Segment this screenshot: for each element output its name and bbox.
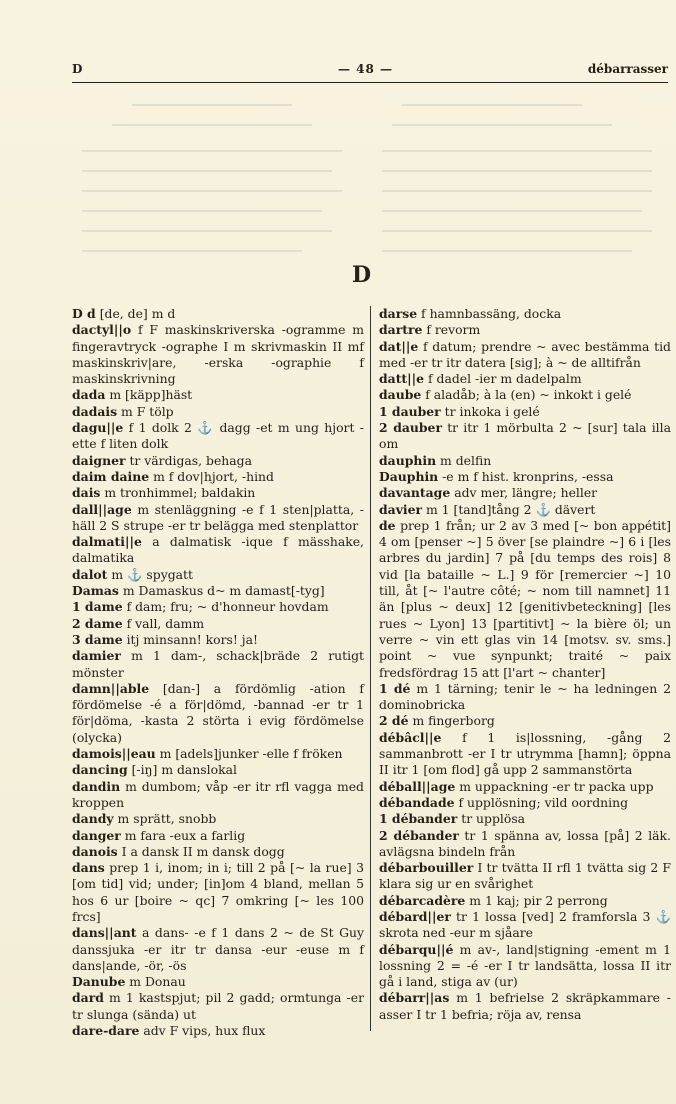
dictionary-entry (379, 681, 671, 714)
dictionary-entry (379, 404, 671, 420)
dictionary-entry (379, 779, 671, 795)
entry-definition: m delfin (440, 452, 492, 468)
entry-definition: m dumbom; våp -er itr rfl vagga med kroppen (72, 778, 364, 810)
entry-definition: m 1 kastspjut; pil 2 gadd; ormtunga -er tr slunga (sända) ut (72, 990, 364, 1022)
dictionary-entry (379, 909, 671, 942)
entry-headword: déball||age (379, 778, 456, 794)
entry-definition: m Damaskus d~ m damast[-tyg] (122, 583, 325, 599)
entry-definition: m [adels]junker -elle f fröken (159, 746, 343, 762)
entry-definition: f dadel -ier m dadelpalm (428, 371, 582, 387)
entry-headword: dartre (379, 322, 423, 338)
entry-headword: Damas (72, 583, 119, 599)
dictionary-entry (72, 632, 364, 648)
dictionary-entry (379, 339, 671, 372)
dictionary-entry (379, 322, 671, 338)
entry-headword: datt||e (379, 371, 425, 387)
entry-definition: m Donau (129, 974, 186, 990)
entry-definition: tr inkoka i gelé (444, 403, 540, 419)
dictionary-entry (72, 811, 364, 827)
entry-definition: f vall, damm (126, 615, 205, 631)
dictionary-entry (72, 1023, 364, 1039)
entry-definition: [de, de] m d (99, 306, 176, 321)
entry-definition: I a dansk II m dansk dogg (121, 843, 285, 859)
entry-definition: m stenläggning -e f 1 sten|platta, -häll 2 S strupe -er tr belägga med stenplattor (72, 501, 364, 533)
entry-headword: dat||e (379, 338, 419, 354)
entry-definition: f hamnbassäng, docka (421, 306, 562, 321)
dictionary-entry (379, 811, 671, 827)
entry-headword: danger (72, 827, 121, 843)
entry-headword: dare-dare (72, 1023, 140, 1039)
dictionary-entry (72, 925, 364, 974)
entry-headword: 2 débander (379, 827, 459, 843)
dictionary-entry (72, 762, 364, 778)
entry-definition: adv mer, längre; heller (454, 485, 598, 501)
entry-headword: débarbouiller (379, 860, 474, 876)
dictionary-entry (72, 485, 364, 501)
entry-definition: -e m f hist. kronprins, -essa (442, 468, 614, 484)
entry-definition: f datum; prendre ~ avec bestämma tid med -er tr itr datera [sig]; à ~ de alltifrån (379, 338, 671, 370)
entry-headword: dauphin (379, 452, 437, 468)
entry-headword: damois||eau (72, 746, 156, 762)
entry-definition: tr itr 1 mörbulta 2 ~ [sur] tala illa om (379, 420, 671, 452)
entry-headword: 1 dauber (379, 403, 441, 419)
dictionary-entry (72, 567, 364, 583)
entry-headword: davier (379, 501, 423, 517)
dictionary-entry (379, 828, 671, 861)
entry-definition: m av-, land|stigning -ement m 1 lossning 2 = -é -er I tr landsätta, lossa II itr gå i land, stiga av (ur) (379, 941, 671, 990)
header-rule (72, 82, 668, 83)
entry-headword: 2 dame (72, 615, 123, 631)
header-guide-word: débarrasser (587, 62, 668, 76)
dictionary-entry (72, 420, 364, 453)
entry-headword: dactyl||o (72, 322, 132, 338)
entry-definition: f 1 dolk 2 ⚓ dagg -et m ung hjort -ette f liten dolk (72, 420, 364, 452)
dictionary-entry (379, 485, 671, 501)
entry-definition: [dan-] a fördömlig -ation f fördömelse -é a för|dömd, -bannad -er tr 1 för|döma, -kasta 2 störta i evig fördömelse (olycka) (72, 680, 364, 745)
bleed-through-text (72, 90, 668, 270)
entry-headword: débâcl||e (379, 729, 442, 745)
entry-headword: dandin (72, 778, 121, 794)
entry-headword: débarqu||é (379, 941, 454, 957)
page-number: — 48 — (338, 62, 394, 76)
entry-headword: Danube (72, 974, 126, 990)
dictionary-entry (379, 502, 671, 518)
entry-definition: m f dov|hjort, -hind (153, 468, 274, 484)
dictionary-entry (72, 583, 364, 599)
entry-definition-continued: I tr 1 befria; röja av, rensa (416, 1006, 582, 1022)
page-header (72, 62, 668, 80)
entry-definition: m ⚓ spygatt (111, 566, 193, 582)
entry-headword: D d (72, 306, 96, 321)
entry-headword: de (379, 517, 396, 533)
dictionary-entry (72, 387, 364, 403)
entry-headword: danois (72, 843, 118, 859)
section-heading-letter: D (352, 262, 373, 288)
entry-definition: m 1 [tand]tång 2 ⚓ dävert (425, 501, 596, 517)
entry-definition: a dalmatisk -ique f mässhake, dalmatika (72, 534, 364, 566)
entry-definition: f dam; fru; ~ d'honneur hovdam (126, 599, 329, 615)
dictionary-entry (379, 942, 671, 991)
dictionary-entry (72, 974, 364, 990)
entry-headword: 2 dé (379, 713, 409, 729)
entry-definition: f revorm (426, 322, 481, 338)
dictionary-entry (379, 387, 671, 403)
entry-headword: débarr||as (379, 990, 450, 1006)
entry-headword: 1 dé (379, 680, 411, 696)
entry-definition: f 1 is|lossning, -gång 2 sammanbrott -er I tr utrymma [hamn]; öppna II itr 1 [om flod] gå upp 2 sammanstörta (379, 729, 671, 778)
dictionary-entry (72, 534, 364, 567)
entry-definition: m fingerborg (412, 713, 495, 729)
dictionary-entry (379, 990, 671, 1023)
dictionary-entry (72, 306, 364, 322)
dictionary-entry (379, 371, 671, 387)
left-column (72, 306, 364, 1039)
entry-headword: 2 dauber (379, 420, 442, 436)
entry-headword: damn||able (72, 680, 150, 696)
dictionary-entry (72, 681, 364, 746)
entry-definition: itj minsann! kors! ja! (126, 631, 258, 647)
entry-headword: débarcadère (379, 892, 466, 908)
dictionary-entry (379, 893, 671, 909)
entry-definition: f F maskinskriverska -ogramme m fingeravtryck -ographe I m skrivmaskin II mf maskinskriv|are, -erska -ographie f maskinskrivning (72, 322, 364, 387)
dictionary-entry (72, 322, 364, 387)
entry-definition: m 1 kaj; pir 2 perrong (469, 892, 608, 908)
dictionary-entry (72, 990, 364, 1023)
dictionary-entry (72, 404, 364, 420)
dictionary-entry (72, 616, 364, 632)
entry-headword: daigner (72, 452, 126, 468)
entry-definition: a dans- -e f 1 dans 2 ~ de St Guy danssjuka -er itr tr dansa -eur -euse m f dans|ande, -ör, -ös (72, 925, 364, 973)
entry-headword: dard (72, 990, 104, 1006)
entry-definition: prep 1 i, inom; in i; till 2 på [~ la rue] 3 [om tid] vid; under; [in]om 4 bland, mellan 5 hos 6 ur [boire ~ qc] 7 omkring [~ les 100 frcs] (72, 860, 364, 924)
entry-definition: tr värdigas, behaga (129, 452, 252, 468)
entry-definition: m uppackning -er tr packa upp (459, 778, 654, 794)
dictionary-entry (379, 469, 671, 485)
dictionary-entry (379, 518, 671, 681)
entry-headword: dalot (72, 566, 108, 582)
entry-headword: 3 dame (72, 631, 123, 647)
entry-definition: I tr tvätta II rfl 1 tvätta sig 2 F klara sig ur en svårighet (379, 860, 671, 892)
entry-definition: [-iŋ] m danslokal (131, 762, 237, 778)
entry-definition: f aladåb; à la (en) ~ inkokt i gelé (425, 387, 632, 403)
dictionary-entry (72, 502, 364, 535)
dictionary-entry (379, 306, 671, 322)
dictionary-entry (379, 420, 671, 453)
entry-headword: daube (379, 387, 422, 403)
header-section-letter: D (72, 62, 83, 76)
entry-headword: Dauphin (379, 468, 439, 484)
column-divider (370, 306, 371, 1031)
dictionary-entry (72, 469, 364, 485)
dictionary-entry (379, 795, 671, 811)
entry-headword: dall||age (72, 501, 132, 517)
entry-headword: dans||ant (72, 925, 137, 941)
right-column (379, 306, 671, 1023)
entry-definition: m sprätt, snobb (117, 811, 217, 827)
entry-definition: m 1 befrielse 2 skräpkammare -asser (379, 990, 671, 1022)
entry-definition: prep 1 från; ur 2 av 3 med [~ bon appétit] 4 om [penser ~] 5 över [se plaindre ~] 6 i [les arbres du jardin] 7 på [du temps des rois] 8 vid [la bataille ~ L.] 9 för [remercier ~] 10 till, åt [~ l'autre côté; ~ nom till namnet] 11 än [plus ~ deux] 12 [genitivbeteckning] [les rues ~ Lyon] 13 [partitivt] ~ la bière öl; un verre ~ vin ett glas vin 14 [motsv. sv. sms.] point ~ vue synpunkt; traité ~ paix fredsfördrag 15 att [l'art ~ chanter] (379, 517, 671, 680)
entry-definition: adv F vips, hux flux (143, 1023, 266, 1039)
entry-headword: débard||er (379, 908, 451, 924)
entry-headword: dandy (72, 811, 114, 827)
entry-definition: tr 1 spänna av, lossa [på] 2 läk. avlägsna bindeln från (379, 827, 671, 859)
dictionary-entry (72, 828, 364, 844)
entry-definition: tr upplösa (461, 811, 526, 827)
entry-definition: tr 1 lossa [ved] 2 framforsla 3 ⚓ skrota ned -eur m sjåare (379, 908, 671, 941)
entry-definition: m F tölp (121, 403, 174, 419)
entry-headword: 1 dame (72, 599, 123, 615)
entry-definition: m 1 tärning; tenir le ~ ha ledningen 2 dominobricka (379, 680, 671, 713)
dictionary-entry (72, 779, 364, 812)
entry-headword: dancing (72, 762, 128, 778)
dictionary-entry (379, 713, 671, 729)
entry-headword: darse (379, 306, 418, 321)
dictionary-entry (72, 860, 364, 925)
dictionary-entry (379, 730, 671, 779)
dictionary-entry (379, 453, 671, 469)
dictionary-entry (72, 648, 364, 681)
entry-definition: m [käpp]häst (109, 387, 193, 403)
entry-headword: dalmati||e (72, 534, 142, 550)
dictionary-entry (379, 860, 671, 893)
entry-headword: dagu||e (72, 420, 124, 436)
dictionary-entry (72, 599, 364, 615)
entry-headword: dans (72, 860, 105, 876)
entry-headword: dadais (72, 403, 118, 419)
entry-headword: davantage (379, 485, 451, 501)
dictionary-entry (72, 453, 364, 469)
entry-headword: débandade (379, 794, 455, 810)
entry-headword: dais (72, 485, 101, 501)
entry-headword: daim daine (72, 468, 150, 484)
entry-headword: 1 débander (379, 811, 458, 827)
entry-headword: dada (72, 387, 106, 403)
entry-definition: m fara -eux a farlig (124, 827, 246, 843)
dictionary-entry (72, 746, 364, 762)
entry-definition: m tronhimmel; baldakin (104, 485, 256, 501)
dictionary-entry (72, 844, 364, 860)
entry-definition: f upplösning; vild oordning (458, 794, 628, 810)
entry-definition: m 1 dam-, schack|bräde 2 rutigt mönster (72, 648, 364, 680)
entry-headword: damier (72, 648, 121, 664)
